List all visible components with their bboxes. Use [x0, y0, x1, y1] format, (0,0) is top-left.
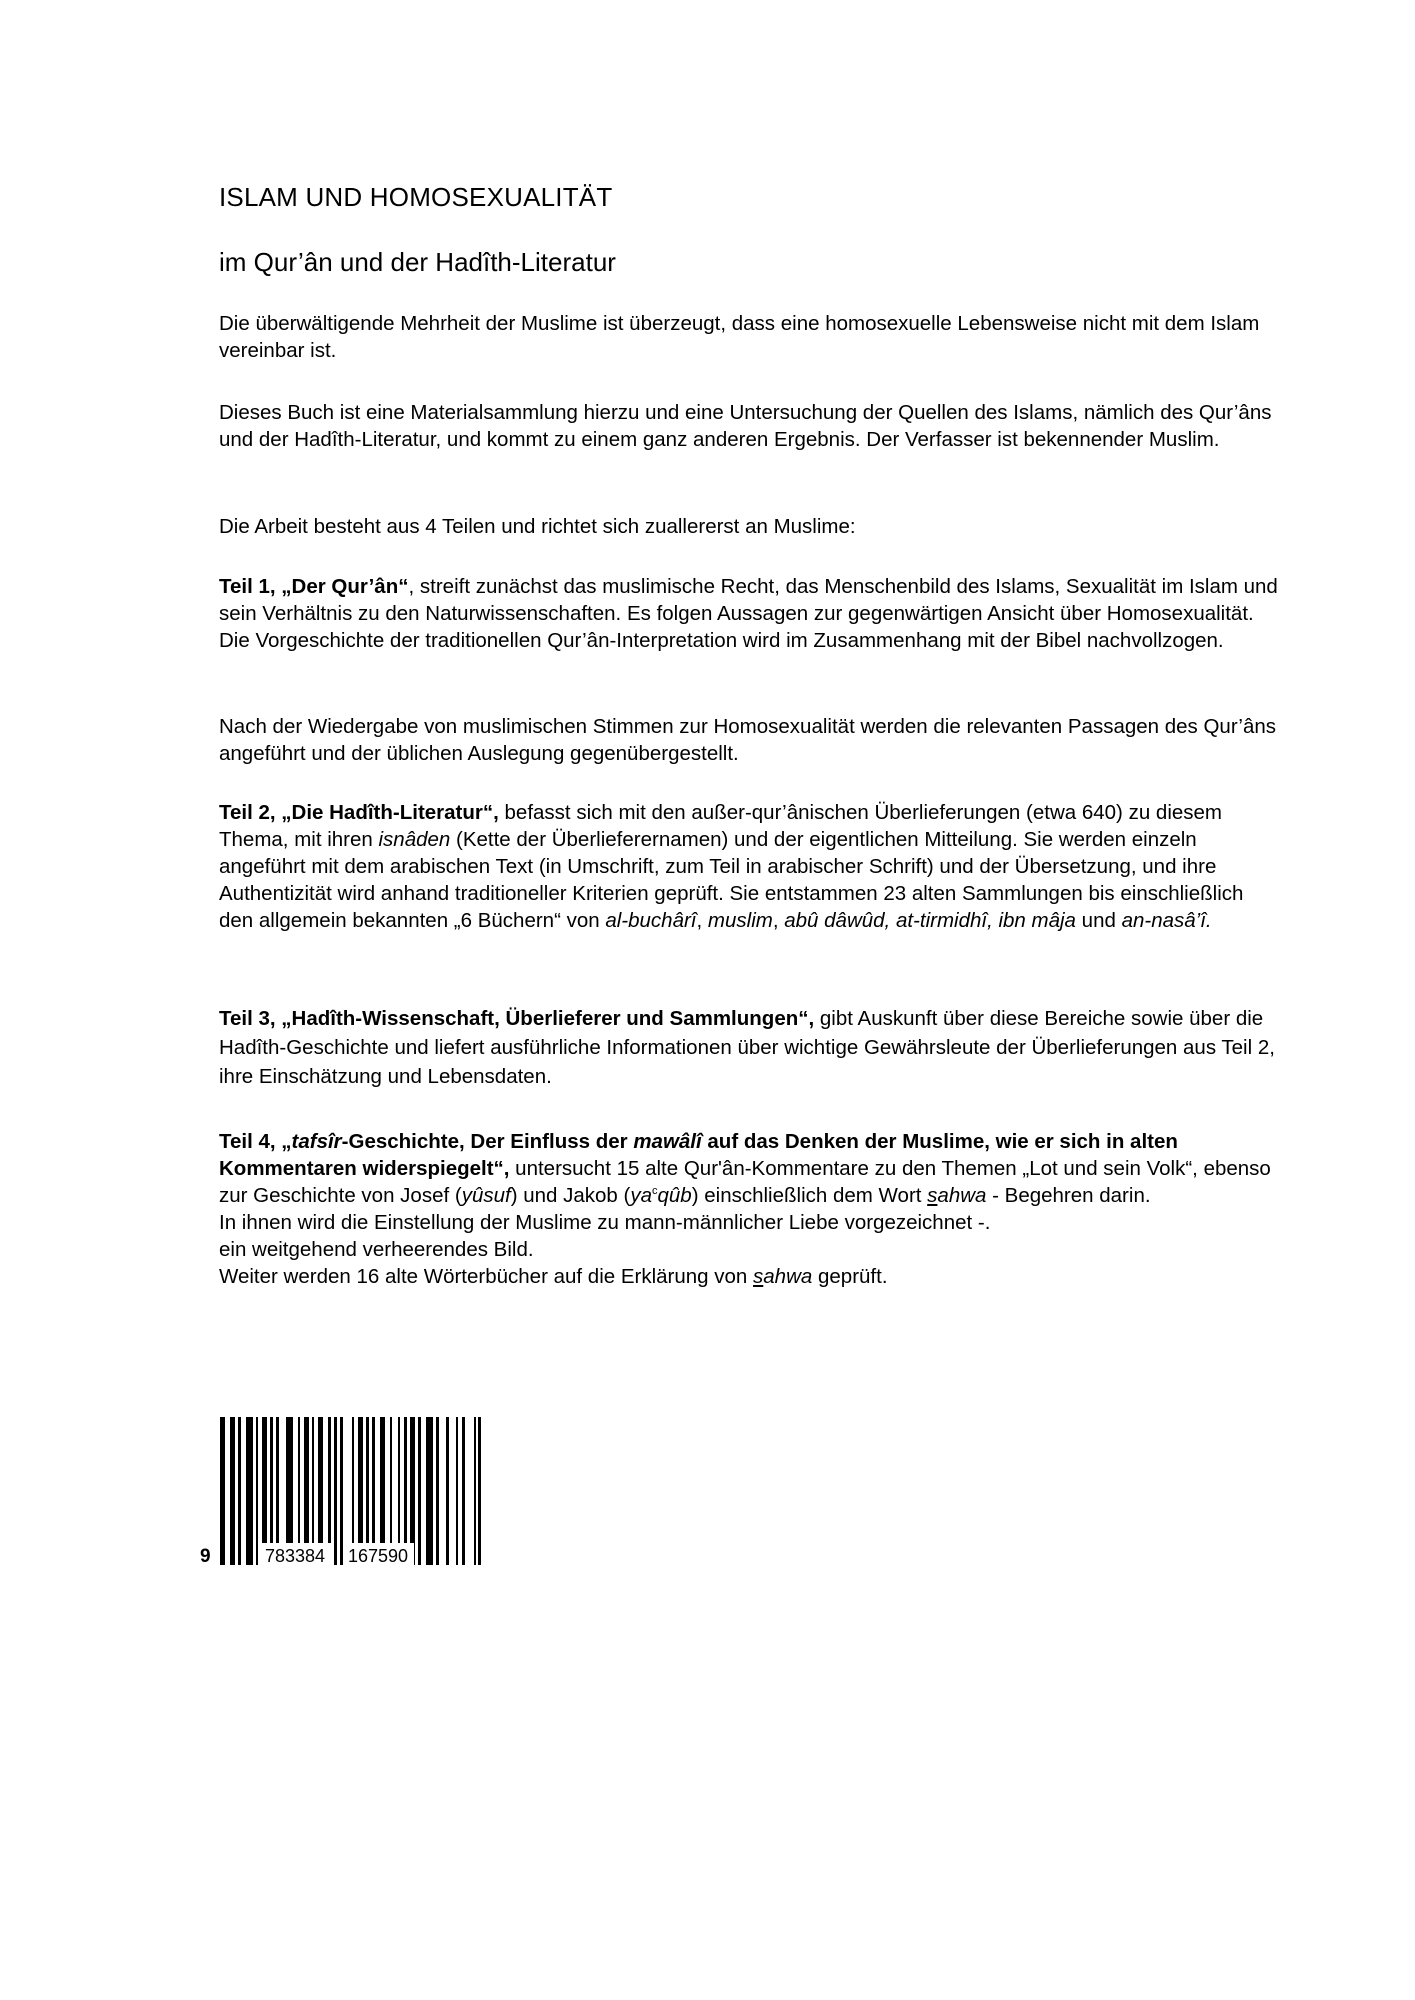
barcode-bar [312, 1417, 314, 1565]
part2-book-2: muslim [707, 909, 773, 932]
barcode-bar [380, 1417, 385, 1565]
barcode-bar [328, 1417, 331, 1565]
part4-yaqub-b: qûb [657, 1184, 692, 1207]
barcode-bar [238, 1417, 241, 1565]
part1-text: , streift zunächst das muslimische Recht, das Menschenbild des Islams, Sexualität im Islam und sein Verhältnis zu den Naturwissenschaften. Es folgen Aussagen zur gegenwärtigen Ansicht über Homosexualität. Die Vorgeschichte der traditionellen Qur’ân-Interpretation wird im Zusammenhang mit der Bibel nachvollzogen. [219, 575, 1278, 652]
part4-heading-tafsir: tafsîr [291, 1130, 342, 1153]
part2-book-1: al-buchârî [605, 909, 697, 932]
barcode-bar [426, 1417, 433, 1565]
part4-text-4: - Begehren darin. [986, 1184, 1151, 1207]
part4-yusuf: yûsuf [461, 1184, 511, 1207]
part4-sahwa-rest: ahwa [937, 1184, 987, 1207]
part4-yaqub-sup: c [652, 1185, 658, 1198]
barcode-bar [270, 1417, 273, 1565]
part2-heading: Teil 2, „Die Hadîth-Literatur“, [219, 801, 499, 824]
part4-line-4-rest: ahwa [763, 1265, 813, 1288]
intro-paragraph [219, 310, 1279, 364]
part2-sep-2: , [772, 909, 785, 932]
barcode-bar [340, 1417, 343, 1565]
barcode-bar [436, 1417, 439, 1565]
part4-line-4b: geprüft. [812, 1265, 888, 1288]
structure-text: Die Arbeit besteht aus 4 Teilen und richtet sich zuallererst an Muslime: [219, 515, 856, 538]
book-title: ISLAM UND HOMOSEXUALITÄT [219, 182, 613, 212]
part4-line-2: In ihnen wird die Einstellung der Muslime zu mann-männlicher Liebe vorgezeichnet -. [219, 1211, 991, 1234]
voices-paragraph [219, 713, 1279, 767]
barcode-bar [262, 1417, 267, 1565]
part4-text-3: ) einschließlich dem Wort [691, 1184, 928, 1207]
part4-line-3: ein weitgehend verheerendes Bild. [219, 1238, 534, 1261]
part4-text-2: ) und Jakob ( [510, 1184, 631, 1207]
description-paragraph [219, 399, 1279, 453]
barcode-bar [372, 1417, 375, 1565]
barcode-bar [230, 1417, 235, 1565]
barcode-bar [318, 1417, 323, 1565]
barcode-bar [418, 1417, 421, 1565]
book-subtitle: im Qur’ân und der Hadîth-Literatur [219, 247, 616, 277]
intro-text: Die überwältigende Mehrheit der Muslime ist überzeugt, dass eine homosexuelle Lebensweise nicht mit dem Islam vereinbar ist. [219, 312, 1260, 362]
barcode-bar [446, 1417, 449, 1565]
barcode-bar [246, 1417, 253, 1565]
barcode-bar [276, 1417, 279, 1565]
part3-text: gibt Auskunft über diese Bereiche sowie über die Hadîth-Geschichte und liefert ausführliche Informationen über wichtige Gewährsleute der Überlieferungen aus Teil 2, ihre Einschätzung und Lebensdaten. [219, 1007, 1275, 1088]
part2-paragraph [219, 799, 1279, 934]
part1-paragraph [219, 573, 1279, 654]
barcode-bar [286, 1417, 293, 1565]
part4-yaqub-a: ya [630, 1184, 652, 1207]
barcode-bar [298, 1417, 300, 1565]
barcode-bar [366, 1417, 369, 1565]
part4-heading-mawali: mawâlî [633, 1130, 702, 1153]
barcode-bar [220, 1417, 225, 1565]
barcode-bars [220, 1417, 481, 1565]
part4-line-4-s: s [753, 1265, 764, 1288]
isbn-barcode [200, 1417, 500, 1567]
part3-paragraph [219, 1004, 1279, 1091]
barcode-bar [478, 1417, 481, 1565]
voices-text: Nach der Wiedergabe von muslimischen Stimmen zur Homosexualität werden die relevanten Passagen des Qur’âns angeführt und der üblichen Auslegung gegenübergestellt. [219, 715, 1277, 765]
part4-heading-b: -Geschichte, Der Einfluss der [341, 1130, 634, 1153]
part4-line-4a: Weiter werden 16 alte Wörterbücher auf die Erklärung von [219, 1265, 754, 1288]
part4-sahwa-s: s [927, 1184, 938, 1207]
structure-paragraph [219, 513, 1279, 540]
part4-heading-c: auf das Denken der Muslime, wie er sich in alten Kommentaren widerspiegelt“, [219, 1130, 1178, 1180]
part2-text-1: befasst sich mit den außer-qur’ânischen Überlieferungen (etwa 640) zu diesem Thema, mit ihren [219, 801, 1223, 851]
barcode-bar [462, 1417, 465, 1565]
part2-and: und [1075, 909, 1122, 932]
barcode-bar [256, 1417, 258, 1565]
barcode-bar [358, 1417, 363, 1565]
barcode-bar [352, 1417, 354, 1565]
barcode-digits-right: 167590 [348, 1546, 409, 1566]
barcode-bar [398, 1417, 400, 1565]
part4-heading-a: Teil 4, „ [219, 1130, 292, 1153]
part2-book-3: abû dâwûd, at-tirmidhî, ibn mâja [784, 909, 1076, 932]
barcode-bar [410, 1417, 415, 1565]
barcode-bar [304, 1417, 309, 1565]
barcode-digit-first: 9 [200, 1546, 211, 1567]
part2-sep-1: , [696, 909, 708, 932]
barcode-digits-left: 783384 [265, 1546, 326, 1566]
description-text: Dieses Buch ist eine Materialsammlung hierzu und eine Untersuchung der Quellen des Islams, nämlich des Qur’âns und der Hadîth-Literatur, und kommt zu einem ganz anderen Ergebnis. Der Verfasser ist bekennender Muslim. [219, 401, 1272, 451]
part1-heading: Teil 1, „Der Qur’ân“ [219, 575, 409, 598]
barcode-bar [456, 1417, 458, 1565]
barcode-bar [390, 1417, 392, 1565]
barcode-graphic [200, 1417, 500, 1567]
barcode-bar [474, 1417, 476, 1565]
part4-text-1: untersucht 15 alte Qur'ân-Kommentare zu den Themen „Lot und sein Volk“, ebenso zur Geschichte von Josef ( [219, 1157, 1271, 1207]
part2-book-4: an-nasâ’î. [1121, 909, 1212, 932]
part4-paragraph [219, 1128, 1279, 1290]
part2-text-2: (Kette der Überlieferernamen) und der eigentlichen Mitteilung. Sie werden einzeln angeführt mit dem arabischen Text (in Umschrift, zum Teil in arabischer Schrift) und der Übersetzung, und ihre Authentizität wird anhand traditioneller Kriterien geprüft. Sie entstammen 23 alten Sammlungen bis einschließlich den allgemein bekannten „6 Büchern“ von [219, 828, 1244, 932]
part3-heading: Teil 3, „Hadîth-Wissenschaft, Überlieferer und Sammlungen“, [219, 1007, 815, 1030]
part2-isnaden: isnâden [378, 828, 451, 851]
barcode-bar [404, 1417, 407, 1565]
barcode-bar [334, 1417, 337, 1565]
